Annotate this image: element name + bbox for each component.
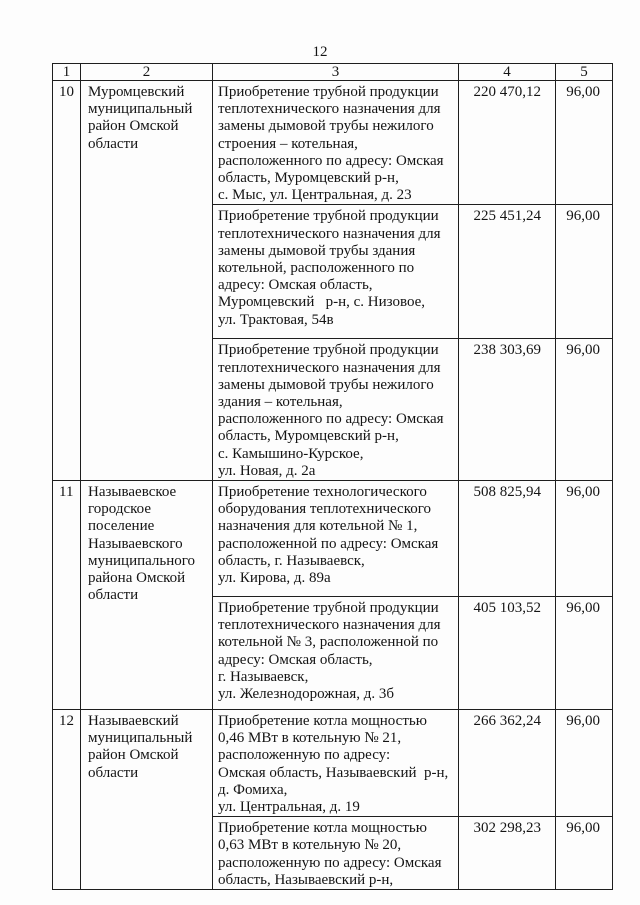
item-percent: 96,00 (566, 484, 600, 501)
percent-cell (556, 339, 613, 481)
amount-cell (459, 710, 556, 817)
description-cell (213, 597, 459, 710)
amount-cell (459, 81, 556, 205)
item-description: Приобретение трубной продукции теплотехнического назначения для замены дымовой трубы нежилого здания – котельная, расположенного по адресу: Омская область, Муромцевский р-н, с. Камышино-Курское, ул. Новая, д. 2а (218, 342, 444, 479)
column-header-5: 5 (556, 64, 613, 81)
percent-cell (556, 205, 613, 339)
item-percent: 96,00 (566, 600, 600, 617)
amount-cell (459, 205, 556, 339)
column-header-3: 3 (213, 64, 459, 81)
item-amount: 238 303,69 (473, 342, 541, 359)
page-number: 12 (312, 44, 328, 60)
item-amount: 302 298,23 (473, 820, 541, 837)
item-amount: 405 103,52 (473, 600, 541, 617)
column-number-header-row (53, 64, 613, 81)
percent-cell (556, 481, 613, 597)
column-header-4: 4 (459, 64, 556, 81)
recipient-cell (81, 81, 213, 481)
item-description: Приобретение трубной продукции теплотехнического назначения для замены дымовой трубы здания котельной, расположенного по адресу: Омская область, Муромцевский р-н, с. Низовое, ул. Трактовая, 54в (218, 208, 441, 328)
recipient-cell (81, 481, 213, 710)
item-percent: 96,00 (566, 342, 600, 359)
table-row (53, 710, 613, 817)
percent-cell (556, 81, 613, 205)
percent-cell (556, 710, 613, 817)
subsidy-table (52, 63, 613, 890)
description-cell (213, 339, 459, 481)
table-row (53, 81, 613, 205)
item-description: Приобретение трубной продукции теплотехнического назначения для замены дымовой трубы нежилого строения – котельная, расположенного по адресу: Омская область, Муромцевский р-н, с. Мыс, ул. Центральная, д. 23 (218, 84, 444, 204)
description-cell (213, 205, 459, 339)
item-percent: 96,00 (566, 820, 600, 837)
recipient-name: Муромцевский муниципальный район Омской области (88, 84, 193, 152)
percent-cell (556, 597, 613, 710)
recipient-name: Называевский муниципальный район Омской области (88, 713, 193, 781)
item-amount: 220 470,12 (473, 84, 541, 100)
item-amount: 225 451,24 (473, 208, 541, 225)
item-percent: 96,00 (566, 84, 600, 100)
amount-cell (459, 339, 556, 481)
item-amount: 508 825,94 (473, 484, 541, 501)
item-description: Приобретение котла мощностью 0,46 МВт в котельную № 21, расположенную по адресу: Омская область, Называевский р-н, д. Фомиха, ул. Центральная, д. 19 (218, 713, 449, 816)
recipient-cell (81, 710, 213, 890)
description-cell (213, 710, 459, 817)
column-header-2: 2 (81, 64, 213, 81)
row-number-cell (53, 481, 81, 710)
row-number-cell (53, 81, 81, 481)
amount-cell (459, 481, 556, 597)
amount-cell (459, 597, 556, 710)
percent-cell (556, 817, 613, 890)
row-number-cell (53, 710, 81, 890)
column-header-1: 1 (53, 64, 81, 81)
item-description: Приобретение технологического оборудования теплотехнического назначения для котельной № 1, расположенной по адресу: Омская область, г. Называевск, ул. Кирова, д. 89а (218, 484, 439, 587)
item-percent: 96,00 (566, 208, 600, 225)
description-cell (213, 481, 459, 597)
item-description: Приобретение котла мощностью 0,63 МВт в котельную № 20, расположенную по адресу: Омская область, Называевский р-н, (218, 820, 442, 888)
row-number: 10 (59, 84, 74, 100)
amount-cell (459, 817, 556, 890)
description-cell (213, 817, 459, 890)
table-row (53, 481, 613, 597)
row-number: 12 (59, 713, 74, 730)
item-amount: 266 362,24 (473, 713, 541, 730)
recipient-name: Называевское городское поселение Называевского муниципального района Омской области (88, 484, 196, 604)
item-description: Приобретение трубной продукции теплотехнического назначения для котельной № 3, расположенной по адресу: Омская область, г. Называевск, ул. Железнодорожная, д. 3б (218, 600, 441, 703)
item-percent: 96,00 (566, 713, 600, 730)
row-number: 11 (59, 484, 74, 501)
description-cell (213, 81, 459, 205)
